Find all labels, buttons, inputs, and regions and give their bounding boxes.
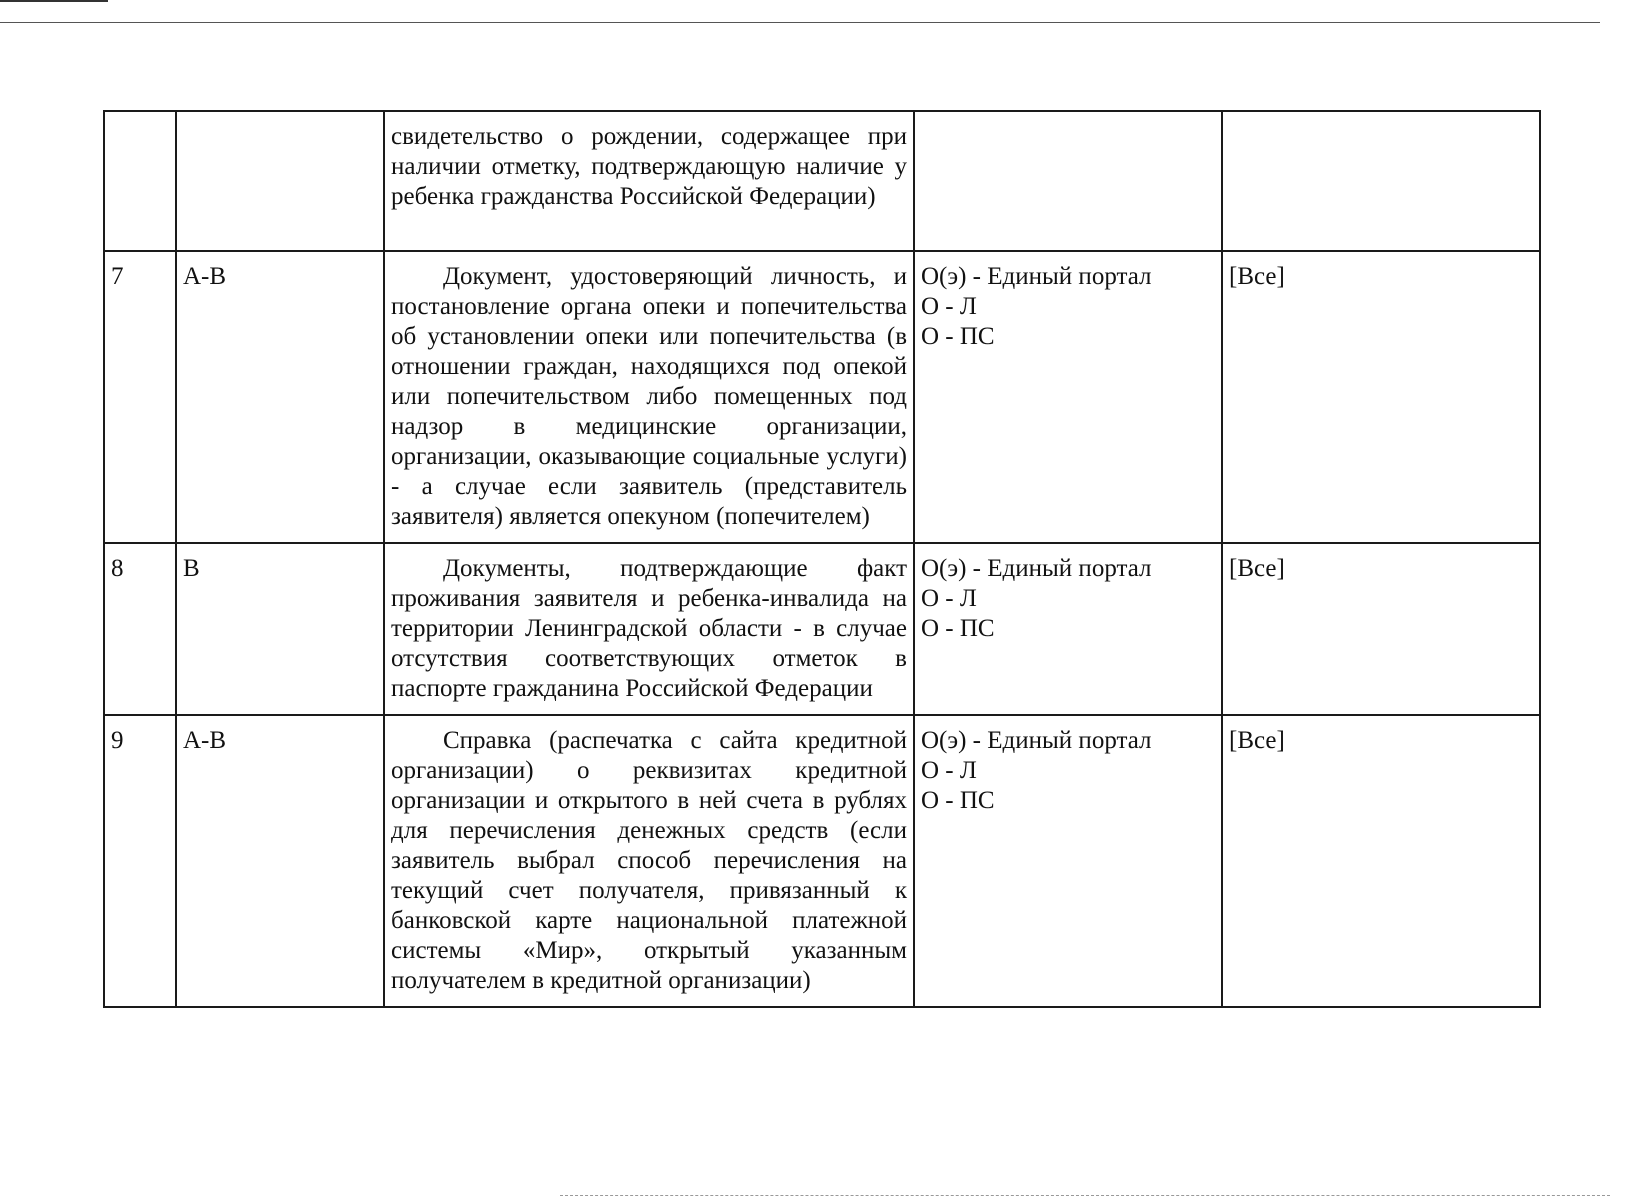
method-item: О - Л (921, 293, 977, 320)
row-document (384, 111, 914, 251)
table-row (104, 715, 1540, 1007)
row-methods (914, 111, 1222, 251)
method-item: О(э) - Единый портал (921, 263, 1152, 290)
row-methods (914, 543, 1222, 715)
scan-artifact-top-line (0, 22, 1600, 23)
row-scope: [Все] (1222, 543, 1540, 715)
row-number: 7 (104, 251, 176, 543)
scan-artifact-top-thick (0, 0, 108, 2)
row-number: 9 (104, 715, 176, 1007)
row-document-text: Документ, удостоверяющий личность, и постановление органа опеки и попечительства об установлении опеки или попечительства (в отношении граждан, находящихся под опекой или попечительством либо помещенных под надзор в медицинские организации, организации, оказывающие социальные услуги) - а случае если заявитель (представитель заявителя) является опекуном (попечителем) (391, 263, 907, 530)
row-category: В (176, 543, 384, 715)
method-item: О - Л (921, 585, 977, 612)
row-category: А-В (176, 251, 384, 543)
row-methods (914, 251, 1222, 543)
row-category (176, 111, 384, 251)
row-scope: [Все] (1222, 251, 1540, 543)
row-document-text: Справка (распечатка с сайта кредитной организации) о реквизитах кредитной организации и открытого в ней счета в рублях для перечисления денежных средств (если заявитель выбрал способ перечисления на текущий счет получателя, привязанный к банковской карте национальной платежной системы «Мир», открытый указанным получателем в кредитной организации) (391, 727, 907, 994)
row-document (384, 251, 914, 543)
row-document-text: Документы, подтверждающие факт проживания заявителя и ребенка-инвалида на территории Ленинградской области - в случае отсутствия соответствующих отметок в паспорте гражданина Российской Федерации (391, 555, 907, 702)
scan-artifact-bottom-line (560, 1195, 1610, 1196)
method-item: О(э) - Единый портал (921, 727, 1152, 754)
row-methods (914, 715, 1222, 1007)
method-item: О - ПС (921, 615, 995, 642)
row-document-text: свидетельство о рождении, содержащее при наличии отметку, подтверждающую наличие у ребенка гражданства Российской Федерации) (391, 123, 907, 210)
method-item: О - Л (921, 757, 977, 784)
method-item: О(э) - Единый портал (921, 555, 1152, 582)
row-scope: [Все] (1222, 715, 1540, 1007)
table-row (104, 111, 1540, 251)
row-document (384, 715, 914, 1007)
row-number: 8 (104, 543, 176, 715)
documents-table (103, 110, 1541, 1008)
method-item: О - ПС (921, 323, 995, 350)
table-row (104, 543, 1540, 715)
row-category: А-В (176, 715, 384, 1007)
table-row (104, 251, 1540, 543)
method-item: О - ПС (921, 787, 995, 814)
row-document (384, 543, 914, 715)
row-number (104, 111, 176, 251)
row-scope (1222, 111, 1540, 251)
